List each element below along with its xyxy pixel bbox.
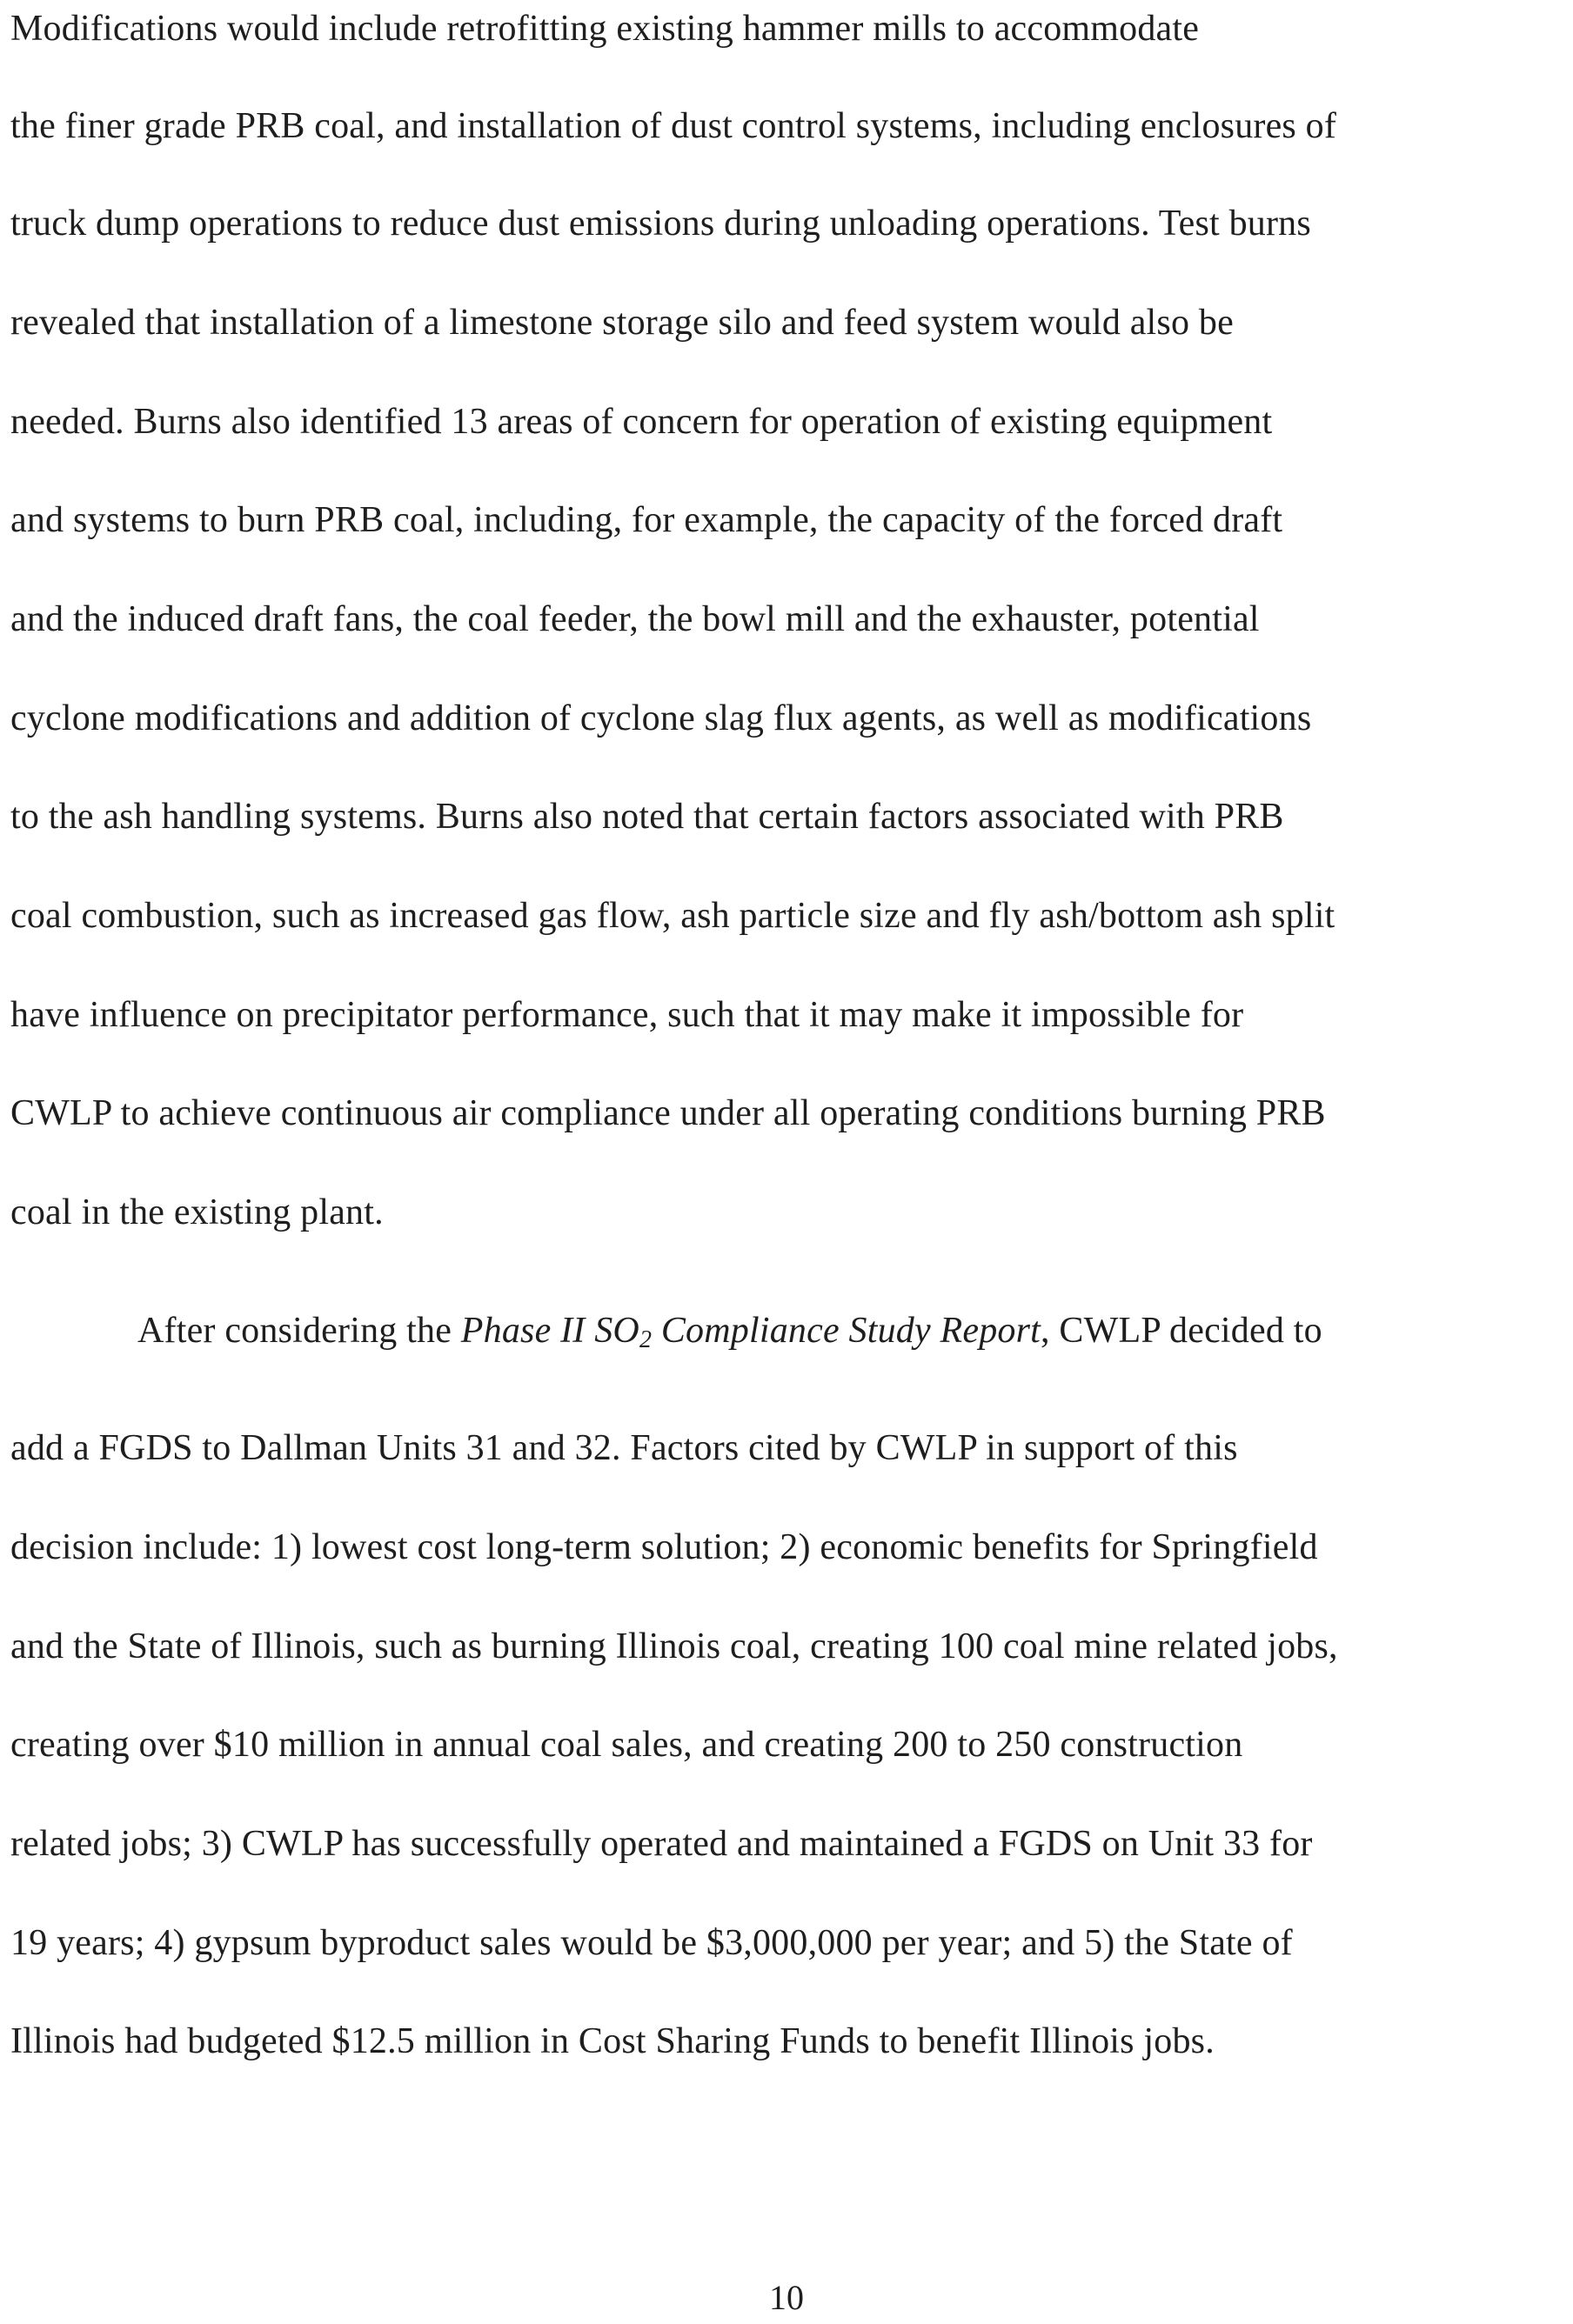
paragraph-2-line-3: decision include: 1) lowest cost long-term solution; 2) economic benefits for Springfield [10,1527,1318,1567]
paragraph-1-line-3: truck dump operations to reduce dust emissions during unloading operations. Test burns [10,204,1311,244]
paragraph-1-line-8: cyclone modifications and addition of cyclone slag flux agents, as well as modifications [10,698,1312,738]
paragraph-2-line-8: Illinois had budgeted $12.5 million in Cost Sharing Funds to benefit Illinois jobs. [10,2021,1215,2061]
paragraph-2-line-4: and the State of Illinois, such as burning Illinois coal, creating 100 coal mine related jobs, [10,1626,1338,1666]
paragraph-2-line-2: add a FGDS to Dallman Units 31 and 32. Factors cited by CWLP in support of this [10,1428,1238,1468]
paragraph-1-line-5: needed. Burns also identified 13 areas of concern for operation of existing equipment [10,402,1273,442]
paragraph-1-line-13: coal in the existing plant. [10,1192,384,1232]
paragraph-1-line-1: Modifications would include retrofitting existing hammer mills to accommodate [10,9,1200,49]
report-title-subscript: 2 [639,1326,653,1353]
paragraph-1-line-12: CWLP to achieve continuous air compliance under all operating conditions burning PRB [10,1093,1326,1133]
paragraph-1-line-7: and the induced draft fans, the coal feeder, the bowl mill and the exhauster, potential [10,599,1260,639]
report-title [461,1311,1041,1351]
paragraph-1-line-11: have influence on precipitator performance, such that it may make it impossible for [10,995,1244,1035]
paragraph-2-line-6: related jobs; 3) CWLP has successfully operated and maintained a FGDS on Unit 33 for [10,1824,1313,1864]
paragraph-2-line-1-before: After considering the [137,1311,461,1351]
report-title-part-b: Compliance Study Report [652,1311,1041,1351]
paragraph-2-line-7: 19 years; 4) gypsum byproduct sales would be $3,000,000 per year; and 5) the State of [10,1923,1293,1963]
paragraph-1-line-9: to the ash handling systems. Burns also noted that certain factors associated with PRB [10,797,1284,837]
paragraph-1-line-6: and systems to burn PRB coal, including, for example, the capacity of the forced draft [10,500,1283,540]
paragraph-1-line-10: coal combustion, such as increased gas flow, ash particle size and fly ash/bottom ash split [10,896,1335,936]
paragraph-1-line-2: the finer grade PRB coal, and installation of dust control systems, including enclosures of [10,106,1337,146]
paragraph-2-line-1 [137,1309,1322,1352]
paragraph-2-line-5: creating over $10 million in annual coal sales, and creating 200 to 250 construction [10,1725,1243,1765]
page-number: 10 [769,2278,804,2317]
paragraph-2-line-1-after: , CWLP decided to [1041,1311,1322,1351]
report-title-part-a: Phase II SO [460,1311,639,1351]
paragraph-1-line-4: revealed that installation of a limestone storage silo and feed system would also be [10,303,1234,343]
